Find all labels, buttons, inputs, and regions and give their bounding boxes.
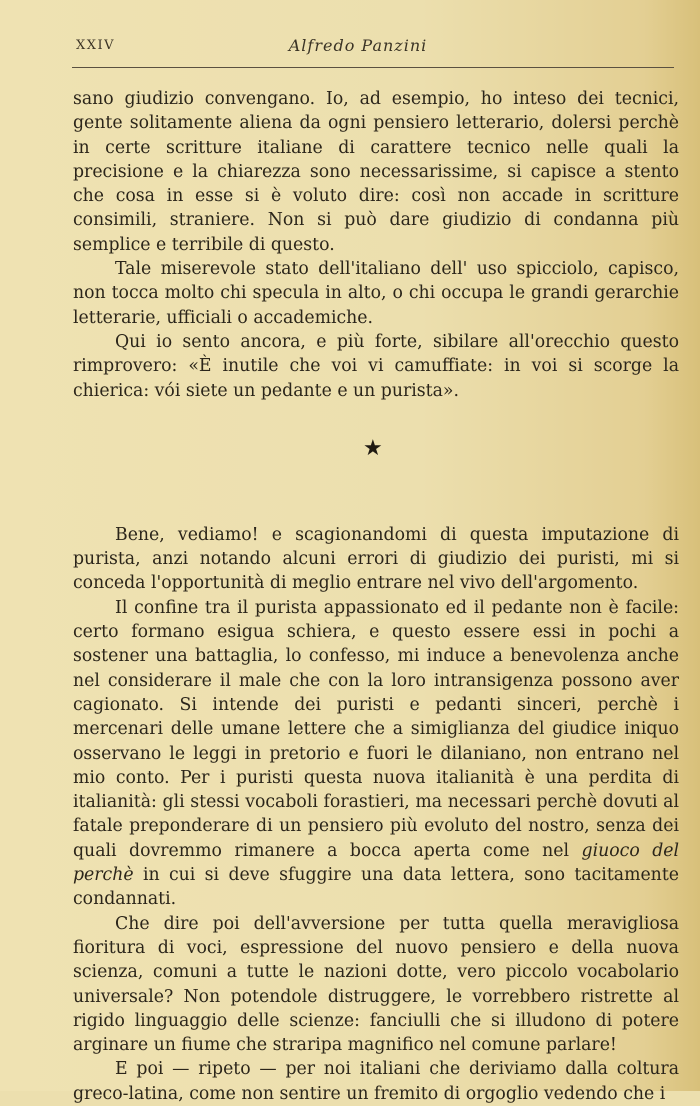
paragraph-4: Bene, vediamo! e scagionandomi di questa imputazione di purista, anzi notando alcuni errori di giudizio dei puristi, mi si conceda l'opportunità di meglio entrare nel vivo dell'argomento. [73,524,679,594]
header-rule [72,67,674,68]
body-text [73,87,679,1106]
paragraph-6: Che dire poi dell'avversione per tutta quella meravigliosa fioritura di voci, espressione del nuovo pensiero e della nuova scienza, comuni a tutte le nazioni dotte, vero piccolo vocabolario universale? Non potendole distruggere, le vorrebbero ristrette al rigido linguaggio delle scienze: fanciulli che si illudono di potere arginare un fiume che straripa magnifico nel comune parlare! [73,913,679,1056]
paragraph-1: sano giudizio convengano. Io, ad esempio, ho inteso dei tecnici, gente solitamente aliena da ogni pensiero letterario, dolersi perchè in certe scritture italiane di carattere tecnico nelle quali la precisione e la chiarezza sono necessarissime, si capisce a stento che cosa in esse si è voluto dire: così non accade in scritture consimili, straniere. Non si può dare giudizio di condanna più semplice e terribile di questo. [73,89,679,255]
running-head: Alfredo Panzini [288,36,428,55]
paragraph-3: Qui io sento ancora, e più forte, sibilare all'orecchio questo rimprovero: «È inutile che voi vi camuffiate: in voi si scorge la chierica: vói siete un pedante e un purista». [73,331,679,401]
paragraph-2: Tale miserevole stato dell'italiano dell' uso spicciolo, capisco, non tocca molto chi specula in alto, o chi occupa le grandi gerarchie letterarie, ufficiali o accademiche. [73,259,679,328]
section-separator [73,403,679,523]
page-header [72,36,674,60]
paragraph-5-text-b: in cui si deve sfuggire una data lettera, sono tacitamente condannati. [73,865,679,910]
page-number: XXIV [76,38,116,53]
paragraph-7: E poi — ripeto — per noi italiani che deriviamo dalla coltura greco-latina, come non sentire un fremito di orgoglio vedendo che i [73,1059,679,1104]
paragraph-5 [73,596,679,912]
paragraph-5-italic: giuoco del perchè [73,840,680,886]
star-ornament-icon: ★ [363,435,383,461]
paragraph-5-text-a: Il confine tra il purista appassionato ed il pedante non è facile: certo formano esigua schiera, e questo essere essi in pochi a sostener una battaglia, lo confesso, mi induce a benevolenza anche nel considerare il male che con la loro intransigenza possono aver cagionato. Si intende dei puristi e pedanti sinceri, perchè i mercenari delle umane lettere che a simiglianza del giudice iniquo osservano le leggi in pretorio e fuori le dilaniano, non entrano nel mio conto. Per i puristi questa nuova italianità è una perdita di italianità: gli stessi vocaboli forastieri, ma necessari perchè dovuti al fatale preponderare di un pensiero più evoluto del nostro, senza dei quali dovremmo rimanere a bocca aperta come nel [73,597,679,861]
